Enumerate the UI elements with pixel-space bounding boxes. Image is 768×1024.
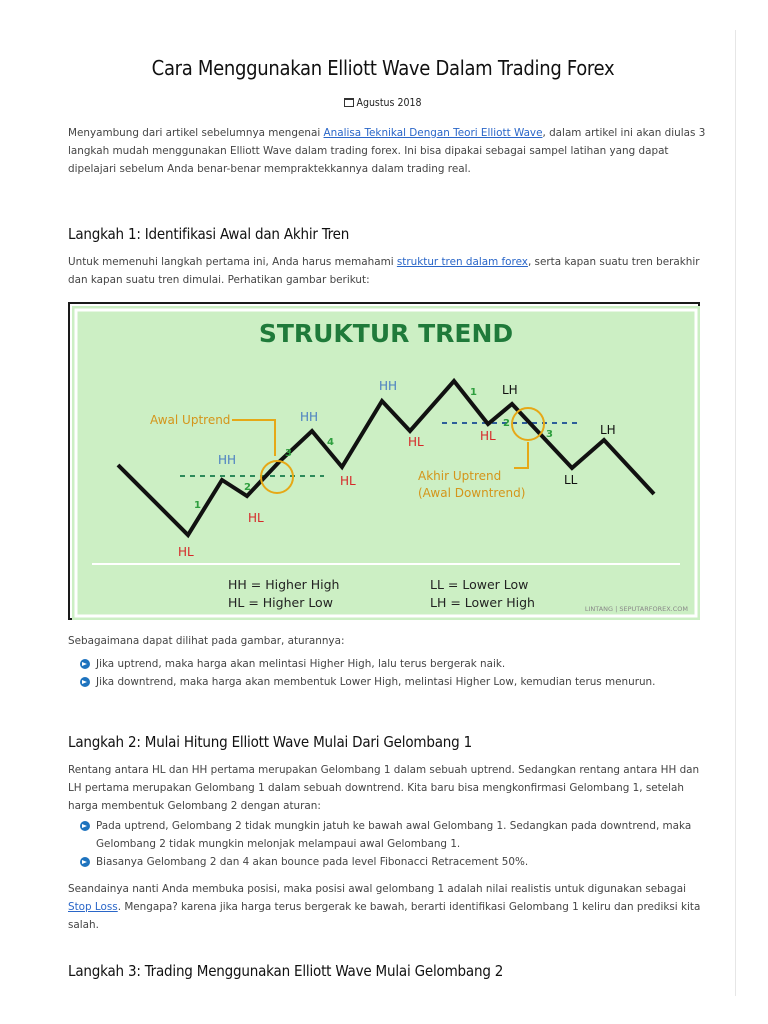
wave-number-1b: 1 <box>470 387 477 398</box>
trend-structure-diagram <box>72 306 700 620</box>
label-hl-2: HL <box>248 511 264 525</box>
label-akhir-uptrend: Akhir Uptrend <box>418 469 502 483</box>
label-lh-1: LH <box>502 383 518 397</box>
label-hh-3: HH <box>379 379 398 393</box>
heading-step-1: Langkah 1: Identifikasi Awal dan Akhir Tren <box>68 225 350 243</box>
label-lh-2: LH <box>600 423 616 437</box>
article-date <box>68 97 698 109</box>
heading-step-3: Langkah 3: Trading Menggunakan Elliott Wave Mulai Gelombang 2 <box>68 962 504 980</box>
label-hh-2: HH <box>300 410 319 424</box>
list-item-text: Pada uptrend, Gelombang 2 tidak mungkin jatuh ke bawah awal Gelombang 1. Sedangkan pada downtrend, maka Gelombang 2 tidak mungkin melonjak melampaui awal Gelombang 1. <box>96 820 692 850</box>
label-hl-3: HL <box>340 474 356 488</box>
legend-higher-low: HL = Higher Low <box>228 595 333 610</box>
label-ll-1: LL <box>564 473 578 487</box>
arrow-circle-icon <box>80 659 90 669</box>
step1-paragraph <box>68 253 708 289</box>
step1-text: Untuk memenuhi langkah pertama ini, Anda harus memahami <box>68 256 397 268</box>
legend-lower-low: LL = Lower Low <box>430 577 529 592</box>
step2-rules-list <box>80 817 710 871</box>
intro-paragraph <box>68 124 708 178</box>
intro-text-rest: , dalam artikel ini akan diulas 3 langkah mudah menggunakan Elliott Wave dalam trading forex. Ini bisa dipakai sebagai sampel latihan yang dapat dipelajari sebelum Anda benar-benar mempraktekkannya dalam trading real. <box>68 127 706 175</box>
list-item <box>80 853 710 871</box>
closing-text: Seandainya nanti Anda membuka posisi, maka posisi awal gelombang 1 adalah nilai realistis untuk digunakan sebagai <box>68 883 686 895</box>
arrow-circle-icon <box>80 821 90 831</box>
wave-number-2b: 2 <box>503 418 510 429</box>
list-item-text: Biasanya Gelombang 2 dan 4 akan bounce pada level Fibonacci Retracement 50%. <box>96 856 529 868</box>
list-item <box>80 817 710 853</box>
label-awal-downtrend: (Awal Downtrend) <box>418 486 526 500</box>
closing-text-rest: . Mengapa? karena jika harga terus bergerak ke bawah, berarti identifikasi Gelombang 1 keliru dan prediksi kita salah. <box>68 901 701 931</box>
trend-structure-figure <box>68 302 700 620</box>
list-item <box>80 655 710 673</box>
legend-lower-high: LH = Lower High <box>430 595 535 610</box>
link-analisa-teknikal[interactable]: Analisa Teknikal Dengan Teori Elliott Wave <box>323 127 543 139</box>
wave-number-1a: 1 <box>194 500 201 511</box>
heading-step-2: Langkah 2: Mulai Hitung Elliott Wave Mulai Dari Gelombang 1 <box>68 733 472 751</box>
wave-number-2a: 2 <box>244 482 251 493</box>
wave-number-3a: 3 <box>285 448 292 459</box>
sidebar-divider <box>735 30 736 996</box>
label-awal-uptrend: Awal Uptrend <box>150 413 231 427</box>
list-item-text: Jika downtrend, maka harga akan membentuk Lower High, melintasi Higher Low, kemudian terus menurun. <box>96 676 656 688</box>
label-hl-5: HL <box>480 429 496 443</box>
figure-credit: LINTANG | SEPUTARFOREX.COM <box>584 605 688 613</box>
figure-background <box>72 306 700 620</box>
step1-rules-list <box>80 655 710 691</box>
figure-title: STRUKTUR TREND <box>258 319 514 348</box>
intro-text: Menyambung dari artikel sebelumnya mengenai <box>68 127 324 139</box>
label-hh-1: HH <box>218 453 237 467</box>
list-item-text: Jika uptrend, maka harga akan melintasi Higher High, lalu terus bergerak naik. <box>96 658 506 670</box>
arrow-circle-icon <box>80 857 90 867</box>
rules-intro: Sebagaimana dapat dilihat pada gambar, aturannya: <box>68 635 345 647</box>
article-date-text: Agustus 2018 <box>356 97 422 109</box>
step1-text-rest: , serta kapan suatu tren berakhir dan kapan suatu tren dimulai. Perhatikan gambar berikut: <box>68 256 700 286</box>
step2-paragraph: Rentang antara HL dan HH pertama merupakan Gelombang 1 dalam sebuah uptrend. Sedangkan rentang antara HH dan LH pertama merupakan Gelombang 1 dalam sebuah downtrend. Kita baru bisa mengkonfirmasi Gelombang 1, setelah harga membentuk Gelombang 2 dengan aturan: <box>68 764 700 812</box>
calendar-icon <box>344 98 354 107</box>
link-struktur-tren[interactable]: struktur tren dalam forex <box>396 256 528 268</box>
list-item <box>80 673 710 691</box>
wave-number-3b: 3 <box>546 429 553 440</box>
legend-higher-high: HH = Higher High <box>228 577 340 592</box>
arrow-circle-icon <box>80 677 90 687</box>
article-title: Cara Menggunakan Elliott Wave Dalam Trading Forex <box>151 56 615 80</box>
step2-closing-paragraph <box>68 880 708 934</box>
label-hl-1: HL <box>178 545 194 559</box>
link-stop-loss[interactable]: Stop Loss <box>68 901 118 913</box>
label-hl-4: HL <box>408 435 424 449</box>
wave-number-4a: 4 <box>327 437 334 448</box>
